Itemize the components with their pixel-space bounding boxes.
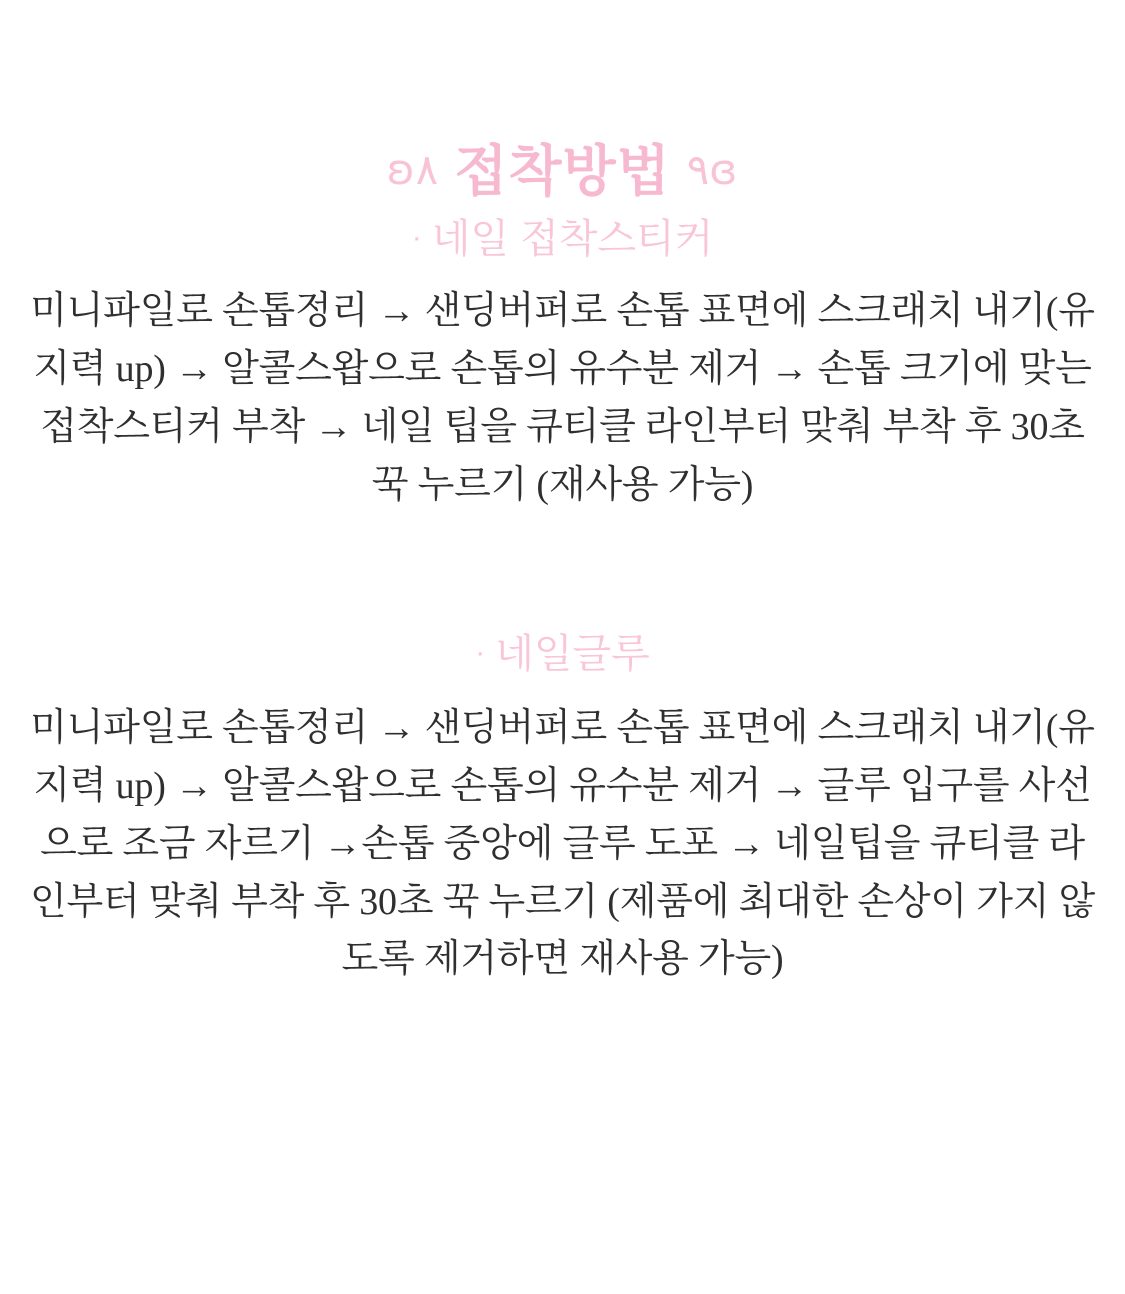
section-heading-glue-text: 네일글루 xyxy=(495,632,650,677)
section-heading-glue xyxy=(28,632,1097,676)
page-title xyxy=(28,0,1097,201)
section-body-glue: 미니파일로 손톱정리 → 샌딩버퍼로 손톱 표면에 스크래치 내기(유지력 up) → 알콜스왑으로 손톱의 유수분 제거 → 글루 입구를 사선으로 조금 자르기 →손톱 중앙에 글루 도포 → 네일팁을 큐티클 라인부터 맞춰 부착 후 30초 꾹 누르기 (제품에 최대한 손상이 가지 않도록 제거하면 재사용 가능) xyxy=(29,707,1096,981)
section-divider-space xyxy=(28,514,1097,632)
bullet-dot-icon: · xyxy=(411,221,422,255)
section-body-sticker: 미니파일로 손톱정리 → 샌딩버퍼로 손톱 표면에 스크래치 내기(유지력 up) → 알콜스왑으로 손톱의 유수분 제거 → 손톱 크기에 맞는 접착스티커 부착 → 네일 팁을 큐티클 라인부터 맞춰 부착 후 30초 꾹 누르기 (재사용 가능) xyxy=(30,290,1095,506)
section-heading-sticker xyxy=(28,217,1097,261)
bullet-dot-icon: · xyxy=(475,636,486,670)
heart-swirl-left-icon: ʚ٨ xyxy=(386,145,439,194)
page-title-text: 접착방법 xyxy=(454,140,671,202)
heart-swirl-right-icon: ٩ɞ xyxy=(686,145,739,194)
section-heading-sticker-text: 네일 접착스티커 xyxy=(431,217,714,262)
